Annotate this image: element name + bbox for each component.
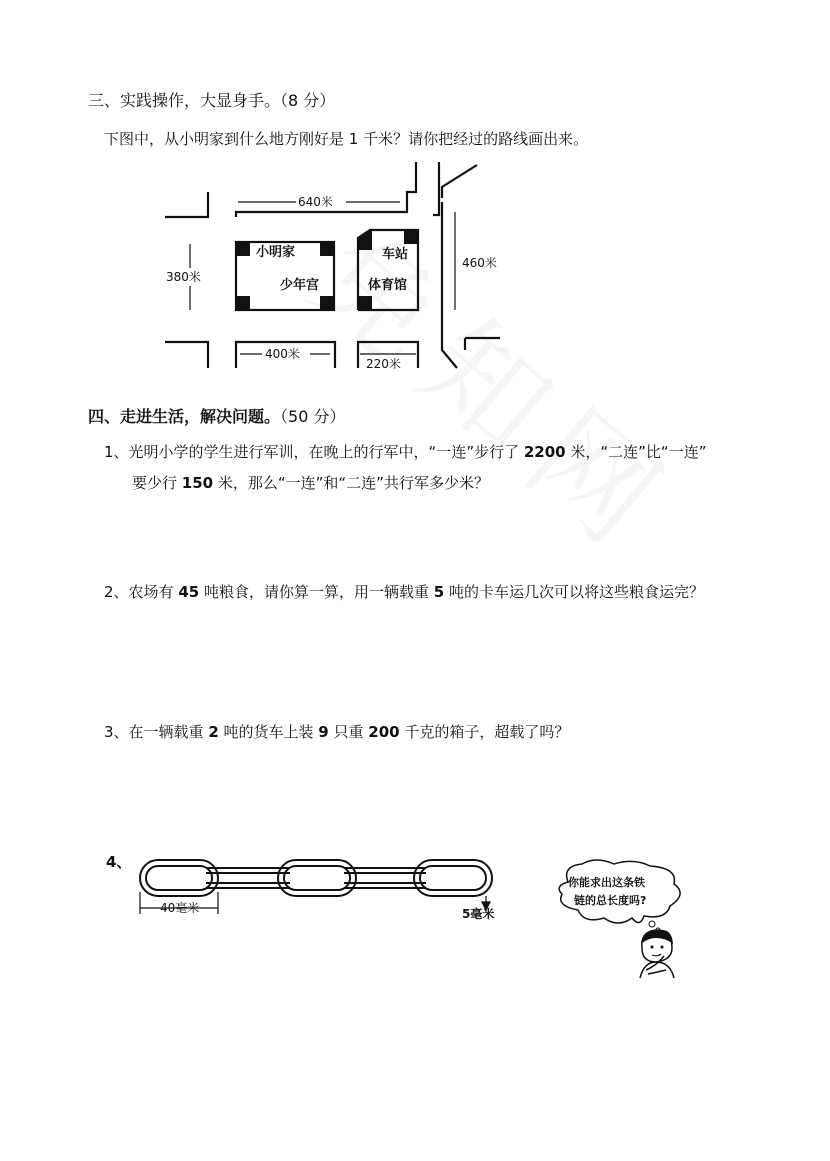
question-1-line-1 xyxy=(104,441,706,462)
speech-bubble xyxy=(559,860,680,923)
bubble-line-2: 链的总长度吗? xyxy=(574,894,647,907)
question-3 xyxy=(104,721,569,742)
q3-number: 2 xyxy=(208,723,219,741)
q3-text: 吨的货车上装 xyxy=(218,723,319,741)
bubble-line-1: 你能求出这条铁 xyxy=(568,876,645,889)
section3-title: 三、实践操作，大显身手。 xyxy=(88,91,281,110)
road-edge xyxy=(433,162,439,215)
q2-text: 吨的卡车运几次可以将这些粮食运完？ xyxy=(444,583,704,601)
q2-text: 2、农场有 xyxy=(104,583,179,601)
marker-gym xyxy=(358,296,372,310)
section3-heading xyxy=(88,88,335,111)
chain-link-inner xyxy=(420,866,486,890)
thinking-boy-illustration xyxy=(548,858,708,988)
q1-number: 150 xyxy=(181,474,214,492)
q1-text: 要少行 xyxy=(132,474,182,492)
road-edge xyxy=(165,342,208,368)
label-palace: 少年宫 xyxy=(280,278,320,293)
chain-thickness: 5毫米 xyxy=(462,907,495,921)
marker-home xyxy=(236,242,250,256)
map-roads xyxy=(165,162,500,368)
chain-diagram xyxy=(134,848,504,928)
section3-instruction: 下图中，从小明家到什么地方刚好是 1 千米？请你把经过的路线画出来。 xyxy=(104,130,589,148)
q3-number: 9 xyxy=(318,723,329,741)
route-map xyxy=(160,160,540,375)
dist-bottom-left: 400米 xyxy=(265,347,300,361)
dist-top: 640米 xyxy=(298,195,333,209)
marker-station-2 xyxy=(404,230,418,244)
marker-palace xyxy=(320,296,334,310)
chain-link-inner xyxy=(146,866,212,890)
dimension-lines xyxy=(190,202,455,354)
thought-dot xyxy=(649,921,655,927)
dist-left: 380米 xyxy=(166,270,201,284)
question-4-number: 4、 xyxy=(106,853,132,871)
boy-figure xyxy=(640,930,674,978)
q3-text: 只重 xyxy=(328,723,369,741)
section4-title: 四、走进生活，解决问题。 xyxy=(88,407,281,426)
dist-right: 460米 xyxy=(462,256,497,270)
q2-number: 45 xyxy=(178,583,200,601)
section4-heading xyxy=(88,404,345,427)
q1-text: 1、光明小学的学生进行军训，在晚上的行军中，“一连”步行了 xyxy=(104,443,524,461)
q2-text: 吨粮食，请你算一算，用一辆载重 xyxy=(199,583,434,601)
question-1-line-2 xyxy=(132,472,489,493)
q1-text: 米，“二连”比“一连” xyxy=(565,443,707,461)
label-home: 小明家 xyxy=(256,245,296,260)
question-2 xyxy=(104,581,704,602)
marker-corner xyxy=(236,296,250,310)
marker-corner-2 xyxy=(320,242,334,256)
road-edge xyxy=(442,165,477,198)
q2-number: 5 xyxy=(433,583,445,601)
chain-link-inner xyxy=(284,866,350,890)
dist-bottom-right: 220米 xyxy=(366,357,401,371)
road-edge xyxy=(165,192,208,217)
q1-text: 米，那么“一连”和“二连”共行军多少米？ xyxy=(213,474,489,492)
q3-text: 千克的箱子，超载了吗？ xyxy=(399,723,570,741)
q3-number: 200 xyxy=(368,723,400,741)
q1-number: 2200 xyxy=(523,443,566,461)
label-station: 车站 xyxy=(382,247,409,262)
q3-text: 3、在一辆载重 xyxy=(104,723,209,741)
section4-points: （50 分） xyxy=(280,407,346,426)
label-gym: 体育馆 xyxy=(368,278,408,293)
chain-links xyxy=(140,860,492,896)
section3-points: （8 分） xyxy=(280,91,336,110)
chain-link-length: 40毫米 xyxy=(160,901,200,915)
